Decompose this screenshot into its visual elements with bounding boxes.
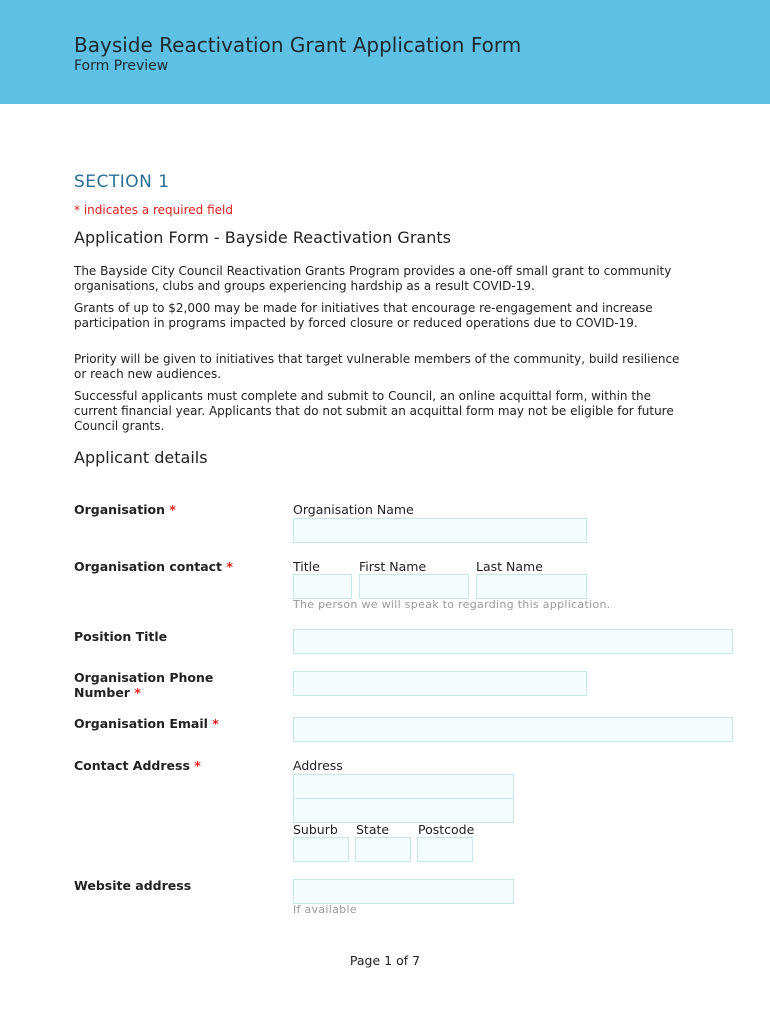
position-title-label: Position Title: [74, 629, 168, 644]
suburb-caption: Suburb: [293, 822, 338, 837]
intro-paragraph-2: Grants of up to $2,000 may be made for initiatives that encourage re-engagement and increase participation in programs impacted by forced closure or reduced operations due to COVID-19.: [74, 301, 653, 330]
applicant-details-heading: Applicant details: [74, 448, 208, 467]
section-title: SECTION 1: [74, 172, 170, 192]
intro-paragraph-1: The Bayside City Council Reactivation Grants Program provides a one-off small grant to community organisations, clubs and groups experiencing hardship as a result COVID-19.: [74, 264, 672, 293]
intro-paragraph-3: Priority will be given to initiatives that target vulnerable members of the community, build resilience or reach new audiences.: [74, 352, 680, 381]
address-caption: Address: [293, 758, 343, 773]
contact-last-name-caption: Last Name: [476, 559, 543, 574]
website-label: Website address: [74, 878, 192, 893]
phone-label: Organisation Phone Number *: [74, 670, 214, 700]
application-form-title: Application Form - Bayside Reactivation Grants: [74, 228, 451, 247]
contact-last-name-input[interactable]: [476, 574, 587, 599]
organisation-name-caption: Organisation Name: [293, 502, 414, 517]
form-title: Bayside Reactivation Grant Application Form: [74, 33, 522, 57]
contact-address-label: Contact Address *: [74, 758, 201, 773]
position-title-input[interactable]: [293, 629, 733, 654]
contact-title-input[interactable]: [293, 574, 352, 599]
required-marker: *: [226, 559, 233, 574]
postcode-caption: Postcode: [418, 822, 475, 837]
contact-first-name-caption: First Name: [359, 559, 427, 574]
page-number: Page 1 of 7: [349, 953, 421, 968]
organisation-label: Organisation *: [74, 502, 176, 517]
required-marker: *: [212, 716, 219, 731]
form-subtitle: Form Preview: [74, 58, 169, 74]
required-marker: *: [134, 685, 141, 700]
form-header: [0, 0, 770, 104]
contact-title-caption: Title: [293, 559, 320, 574]
email-label: Organisation Email *: [74, 716, 219, 731]
suburb-input[interactable]: [293, 837, 349, 862]
required-marker: *: [169, 502, 176, 517]
phone-input[interactable]: [293, 671, 587, 696]
contact-first-name-input[interactable]: [359, 574, 469, 599]
state-input[interactable]: [355, 837, 411, 862]
state-caption: State: [356, 822, 390, 837]
email-input[interactable]: [293, 717, 733, 742]
address-line1-input[interactable]: [293, 774, 514, 799]
website-input[interactable]: [293, 879, 514, 904]
required-note: * indicates a required field: [74, 203, 233, 217]
contact-hint: The person we will speak to regarding this application.: [293, 598, 611, 611]
website-hint: If available: [293, 903, 357, 916]
organisation-name-input[interactable]: [293, 518, 587, 543]
postcode-input[interactable]: [417, 837, 473, 862]
required-marker: *: [194, 758, 201, 773]
address-line2-input[interactable]: [293, 798, 514, 823]
intro-paragraph-4: Successful applicants must complete and submit to Council, an online acquittal form, within the current financial year. Applicants that do not submit an acquittal form may not be eligible for future Council grants.: [74, 389, 674, 433]
organisation-contact-label: Organisation contact *: [74, 559, 233, 574]
